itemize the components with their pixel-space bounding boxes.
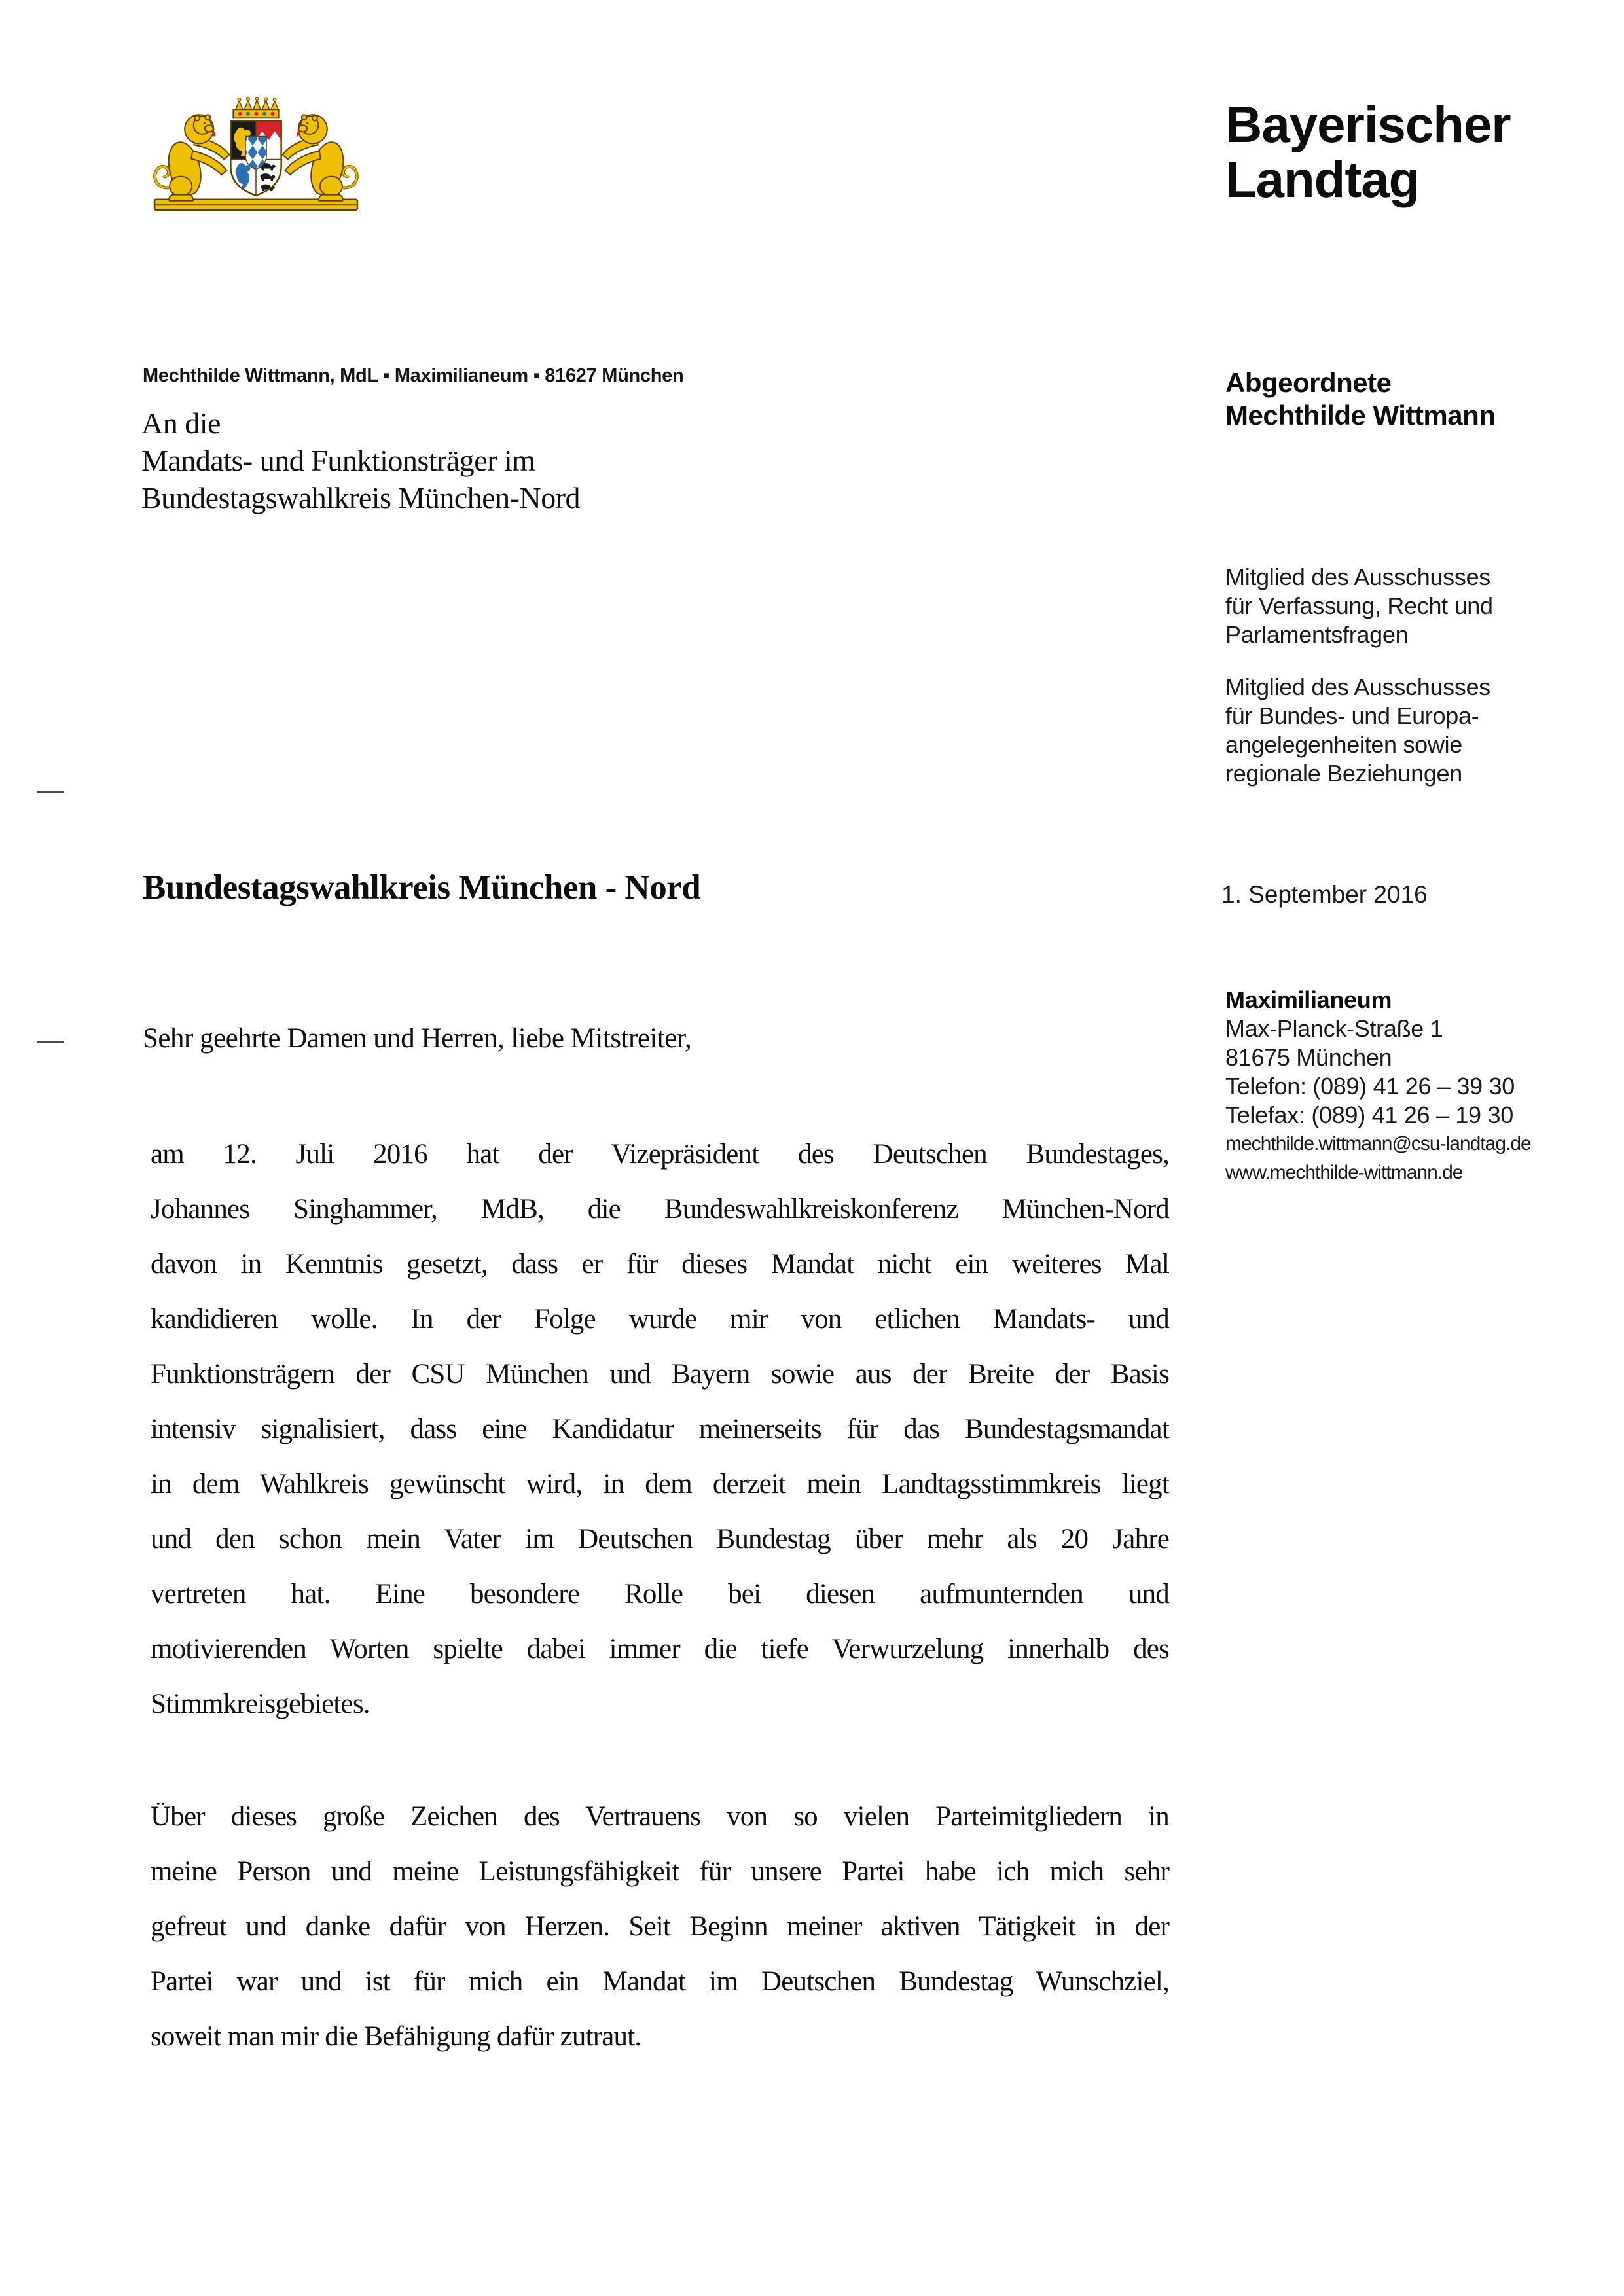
body-line: motivierenden Worten spielte dabei immer die tiefe Verwurzelung innerhalb des xyxy=(151,1634,1169,1664)
body-line: vertreten hat. Eine besondere Rolle bei diesen aufmunternden und xyxy=(151,1579,1169,1609)
recipient-address xyxy=(141,404,580,516)
body-line: Partei war und ist für mich ein Mandat im Deutschen Bundestag Wunschziel, xyxy=(151,1966,1169,1997)
recipient-line: An die xyxy=(141,406,221,440)
membership-line: Mitglied des Ausschusses xyxy=(1225,564,1491,590)
fold-mark xyxy=(37,791,64,793)
body-line: gefreut und danke dafür von Herzen. Seit Beginn meiner aktiven Tätigkeit in der xyxy=(151,1911,1169,1942)
contact-fax: Telefax: (089) 41 26 – 19 30 xyxy=(1225,1102,1513,1128)
body-line: intensiv signalisiert, dass eine Kandidatur meinerseits für das Bundestagsmandat xyxy=(151,1414,1169,1444)
contact-block xyxy=(1225,986,1531,1187)
body-line: in dem Wahlkreis gewünscht wird, in dem derzeit mein Landtagsstimmkreis liegt xyxy=(151,1469,1169,1499)
letterhead-brand xyxy=(1225,97,1511,207)
contact-website: www.mechthilde-wittmann.de xyxy=(1225,1162,1463,1183)
committee-membership-2 xyxy=(1225,673,1553,788)
sender-return-address: Mechthilde Wittmann, MdL ▪ Maximilianeum ▪ 81627 München xyxy=(143,365,684,386)
body-line: und den schon mein Vater im Deutschen Bundestag über mehr als 20 Jahre xyxy=(151,1524,1169,1554)
contact-street: Max-Planck-Straße 1 xyxy=(1225,1015,1443,1042)
contact-phone: Telefon: (089) 41 26 – 39 30 xyxy=(1225,1073,1515,1100)
official-role: Abgeordnete xyxy=(1225,367,1392,398)
subject-line: Bundestagswahlkreis München - Nord xyxy=(143,869,701,906)
letter-date: 1. September 2016 xyxy=(1221,881,1428,908)
membership-line: Parlamentsfragen xyxy=(1225,621,1409,648)
bavaria-coat-of-arms-icon xyxy=(149,90,363,225)
body-line: Über dieses große Zeichen des Vertrauens von so vielen Parteimitgliedern in xyxy=(151,1801,1169,1832)
contact-email: mechthilde.wittmann@csu-landtag.de xyxy=(1225,1133,1531,1155)
body-line: Johannes Singhammer, MdB, die Bundeswahlkreiskonferenz München-Nord xyxy=(151,1194,1169,1225)
membership-line: für Verfassung, Recht und xyxy=(1225,592,1493,619)
official-title-block xyxy=(1225,367,1495,432)
body-line: am 12. Juli 2016 hat der Vizepräsident des Deutschen Bundestages, xyxy=(151,1139,1169,1170)
membership-line: angelegenheiten sowie xyxy=(1225,731,1462,758)
recipient-line: Bundestagswahlkreis München-Nord xyxy=(141,481,581,514)
recipient-line: Mandats- und Funktionsträger im xyxy=(141,444,535,477)
brand-line-2: Landtag xyxy=(1225,151,1420,208)
body-line: davon in Kenntnis gesetzt, dass er für dieses Mandat nicht ein weiteres Mal xyxy=(151,1249,1169,1280)
brand-line-1: Bayerischer xyxy=(1225,96,1511,153)
fold-mark xyxy=(37,1041,64,1043)
paragraph-1 xyxy=(151,1127,1169,1732)
membership-line: für Bundes- und Europa- xyxy=(1225,702,1479,729)
body-line: meine Person und meine Leistungsfähigkeit für unsere Partei habe ich mich sehr xyxy=(151,1856,1169,1887)
membership-line: Mitglied des Ausschusses xyxy=(1225,673,1491,700)
letter-body xyxy=(151,1127,1169,2064)
salutation: Sehr geehrte Damen und Herren, liebe Mitstreiter, xyxy=(143,1023,692,1054)
body-line: soweit man mir die Befähigung dafür zutraut. xyxy=(151,2021,641,2052)
committee-membership-1 xyxy=(1225,563,1553,649)
contact-building: Maximilianeum xyxy=(1225,986,1392,1013)
membership-line: regionale Beziehungen xyxy=(1225,760,1462,787)
body-line: Funktionsträgern der CSU München und Bayern sowie aus der Breite der Basis xyxy=(151,1359,1169,1390)
paragraph-2 xyxy=(151,1789,1169,2064)
official-name: Mechthilde Wittmann xyxy=(1225,400,1496,431)
body-line: kandidieren wolle. In der Folge wurde mir von etlichen Mandats- und xyxy=(151,1304,1169,1335)
body-line: Stimmkreisgebietes. xyxy=(151,1689,370,1719)
contact-city: 81675 München xyxy=(1225,1044,1392,1071)
